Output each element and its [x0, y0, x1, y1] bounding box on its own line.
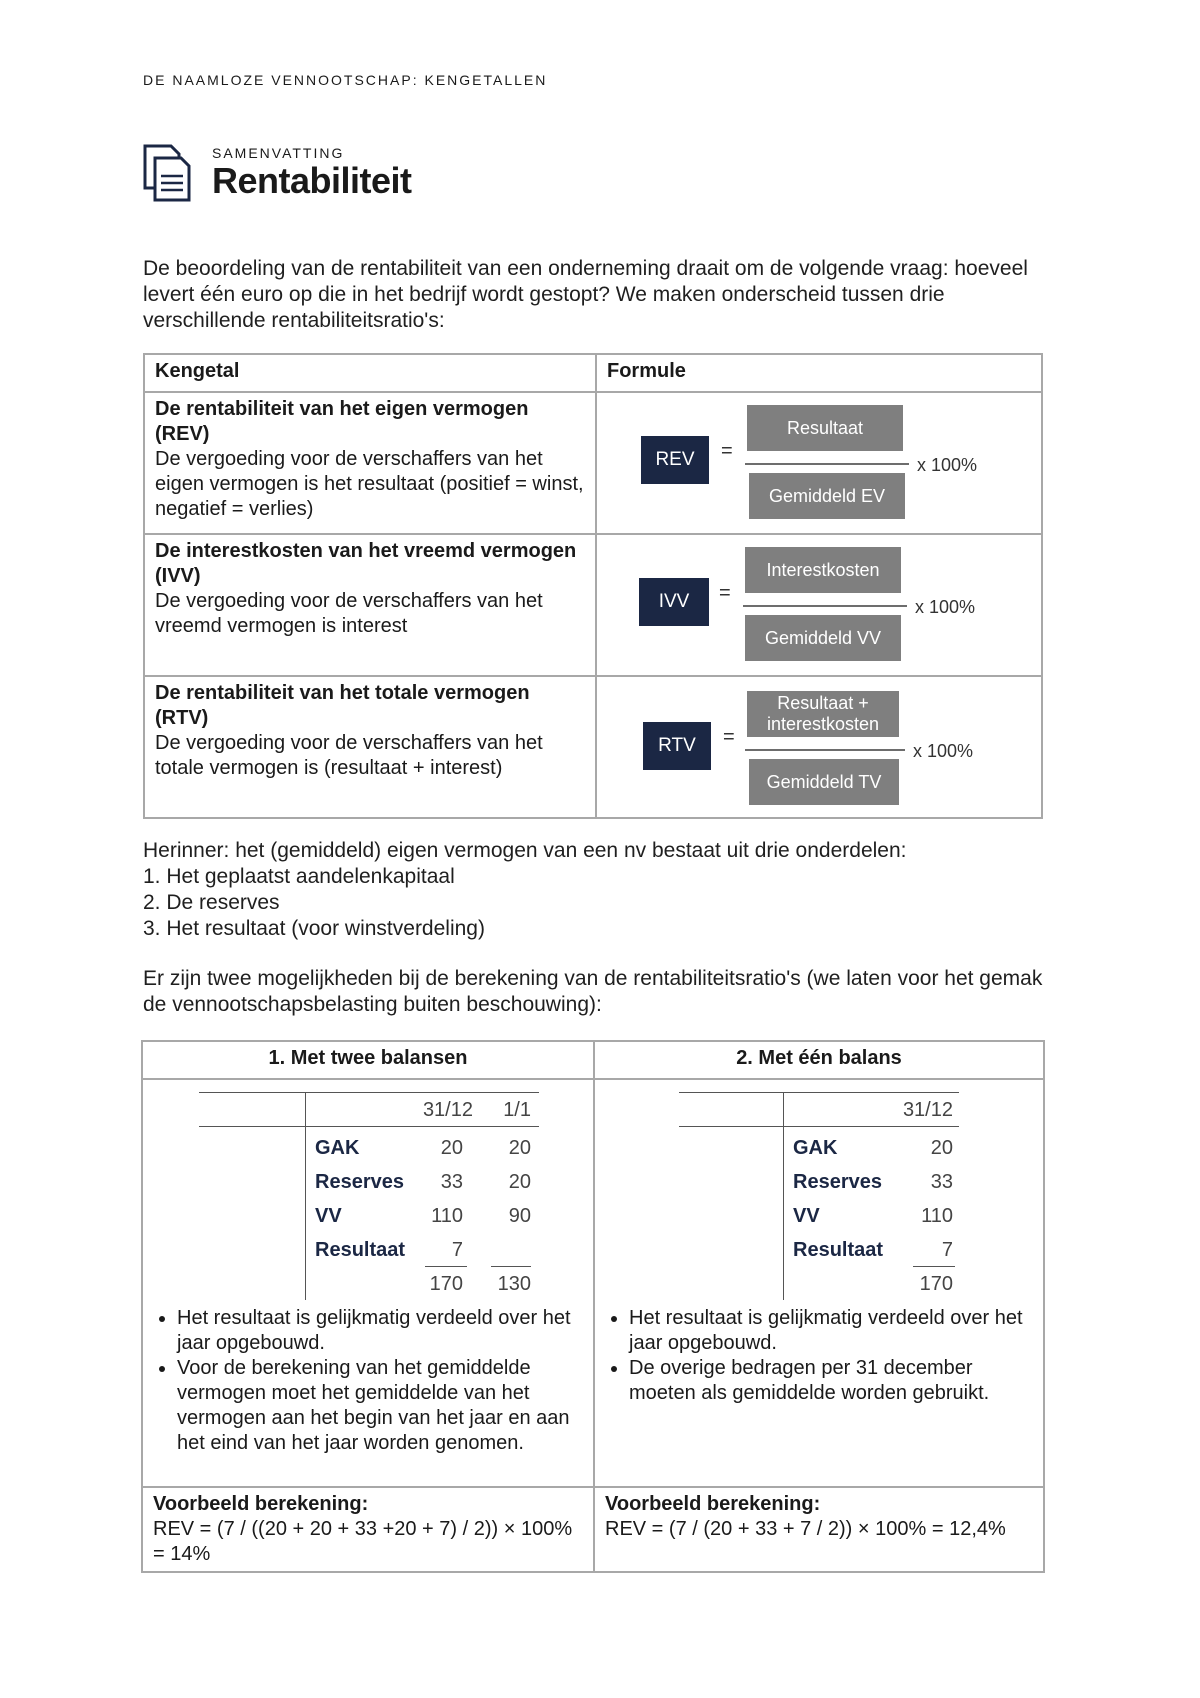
- ratio-name: De rentabiliteit van het eigen vermogen (REV): [155, 398, 529, 445]
- section-label: SAMENVATTING: [212, 145, 345, 161]
- balance-value: 20: [508, 1137, 531, 1159]
- balance-two: [151, 1084, 585, 1306]
- list-item: • De overige bedragen per 31 december moeten als gemiddelde worden gebruikt.: [629, 1356, 1035, 1406]
- balance-one: [603, 1084, 1035, 1306]
- col-header: 31/12: [422, 1099, 473, 1121]
- table-row: [144, 534, 1042, 676]
- abbr-box: IVV: [639, 578, 709, 626]
- list-item: 1. Het geplaatst aandelenkapitaal: [143, 865, 455, 888]
- list-item: 2. De reserves: [143, 891, 280, 914]
- balance-total: 170: [429, 1273, 463, 1295]
- options-paragraph: Er zijn twee mogelijkheden bij de berekening van de rentabiliteitsratio's (we laten voor het gemak de vennootschapsbelasting buiten beschouwing):: [143, 967, 1043, 1016]
- denominator-box: Gemiddeld TV: [749, 759, 899, 805]
- fraction-line: [745, 463, 909, 465]
- example-label: Voorbeeld berekening:: [153, 1493, 369, 1515]
- balance-label: Reserves: [793, 1171, 882, 1193]
- balance-value: 110: [921, 1205, 953, 1227]
- balance-total: 170: [919, 1273, 953, 1295]
- balance-value: 90: [508, 1205, 531, 1227]
- balance-value: 7: [451, 1239, 463, 1261]
- equals-sign: =: [721, 440, 733, 462]
- balance-label: Reserves: [315, 1171, 404, 1193]
- list-item: • Voor de berekening van het gemiddelde vermogen moet het gemiddelde van het vermogen aan het begin van het jaar en aan het eind van het jaar worden genomen.: [177, 1356, 585, 1456]
- equals-sign: =: [719, 582, 731, 604]
- balance-total: 130: [497, 1273, 531, 1295]
- bullet-list: [151, 1306, 585, 1456]
- ratio-description: De vergoeding voor de verschaffers van het eigen vermogen is het resultaat (positief = winst, negatief = verlies): [155, 448, 584, 520]
- table-row: [144, 676, 1042, 818]
- balance-label: GAK: [315, 1137, 360, 1159]
- bullet-list: [603, 1306, 1035, 1406]
- reminder: [143, 838, 1063, 942]
- list-item: • Het resultaat is gelijkmatig verdeeld over het jaar opgebouwd.: [177, 1306, 585, 1356]
- factor-label: x 100%: [917, 455, 978, 475]
- numerator-box: Interestkosten: [745, 547, 901, 593]
- balance-label: Resultaat: [315, 1239, 406, 1261]
- fraction-line: [745, 749, 905, 751]
- formula-ivv: [597, 535, 1041, 665]
- balance-label: GAK: [793, 1137, 838, 1159]
- numerator-box: Resultaat + interestkosten: [747, 691, 899, 737]
- method-two-header: 1. Met twee balansen: [142, 1041, 594, 1079]
- balance-label: Resultaat: [793, 1239, 884, 1261]
- denominator-box: Gemiddeld EV: [749, 473, 905, 519]
- ratio-name: De interestkosten van het vreemd vermogen (IVV): [155, 540, 577, 587]
- abbr-box: REV: [641, 436, 709, 484]
- list-item: • Het resultaat is gelijkmatig verdeeld over het jaar opgebouwd.: [629, 1306, 1035, 1356]
- balance-value: 33: [440, 1171, 463, 1193]
- abbr-box: RTV: [643, 722, 711, 770]
- methods-table: [141, 1040, 1045, 1573]
- intro-paragraph: De beoordeling van de rentabiliteit van een onderneming draait om de volgende vraag: hoeveel levert één euro op die in het bedrijf wordt gestopt? We maken onderscheid tussen drie verschillende rentabiliteitsratio's:: [143, 257, 1028, 332]
- balance-value: 20: [440, 1137, 463, 1159]
- balance-value: 110: [431, 1205, 463, 1227]
- ratio-table: [143, 353, 1043, 819]
- numerator-box: Resultaat: [747, 405, 903, 451]
- balance-value: 7: [941, 1239, 953, 1261]
- col-header: 1/1: [503, 1099, 531, 1121]
- balance-label: VV: [315, 1205, 342, 1227]
- fraction-line: [743, 605, 907, 607]
- col-formule-header: Formule: [596, 354, 1042, 392]
- reminder-intro: Herinner: het (gemiddeld) eigen vermogen van een nv bestaat uit drie onderdelen:: [143, 839, 907, 862]
- balance-label: VV: [793, 1205, 820, 1227]
- table-row: [144, 392, 1042, 534]
- example-label: Voorbeeld berekening:: [605, 1493, 821, 1515]
- example-calculation: REV = (7 / (20 + 33 + 7 / 2)) × 100% = 12,4%: [605, 1518, 1006, 1540]
- balance-value: 20: [930, 1137, 953, 1159]
- document-icon: [141, 142, 199, 204]
- formula-rtv: [597, 677, 1041, 807]
- example-calculation: REV = (7 / ((20 + 20 + 33 +20 + 7) / 2)) × 100% = 14%: [153, 1518, 573, 1565]
- page-title: Rentabiliteit: [212, 160, 412, 201]
- equals-sign: =: [723, 726, 735, 748]
- ratio-description: De vergoeding voor de verschaffers van het vreemd vermogen is interest: [155, 590, 543, 637]
- balance-value: 20: [508, 1171, 531, 1193]
- list-item: 3. Het resultaat (voor winstverdeling): [143, 917, 485, 940]
- formula-rev: [597, 393, 1041, 523]
- factor-label: x 100%: [913, 741, 974, 761]
- document-header: DE NAAMLOZE VENNOOTSCHAP: KENGETALLEN: [143, 72, 548, 88]
- factor-label: x 100%: [915, 597, 976, 617]
- ratio-description: De vergoeding voor de verschaffers van het totale vermogen is (resultaat + interest): [155, 732, 543, 779]
- col-header: 31/12: [902, 1099, 953, 1121]
- ratio-name: De rentabiliteit van het totale vermogen (RTV): [155, 682, 530, 729]
- denominator-box: Gemiddeld VV: [745, 615, 901, 661]
- method-one-header: 2. Met één balans: [594, 1041, 1044, 1079]
- balance-value: 33: [930, 1171, 953, 1193]
- col-kengetal-header: Kengetal: [144, 354, 596, 392]
